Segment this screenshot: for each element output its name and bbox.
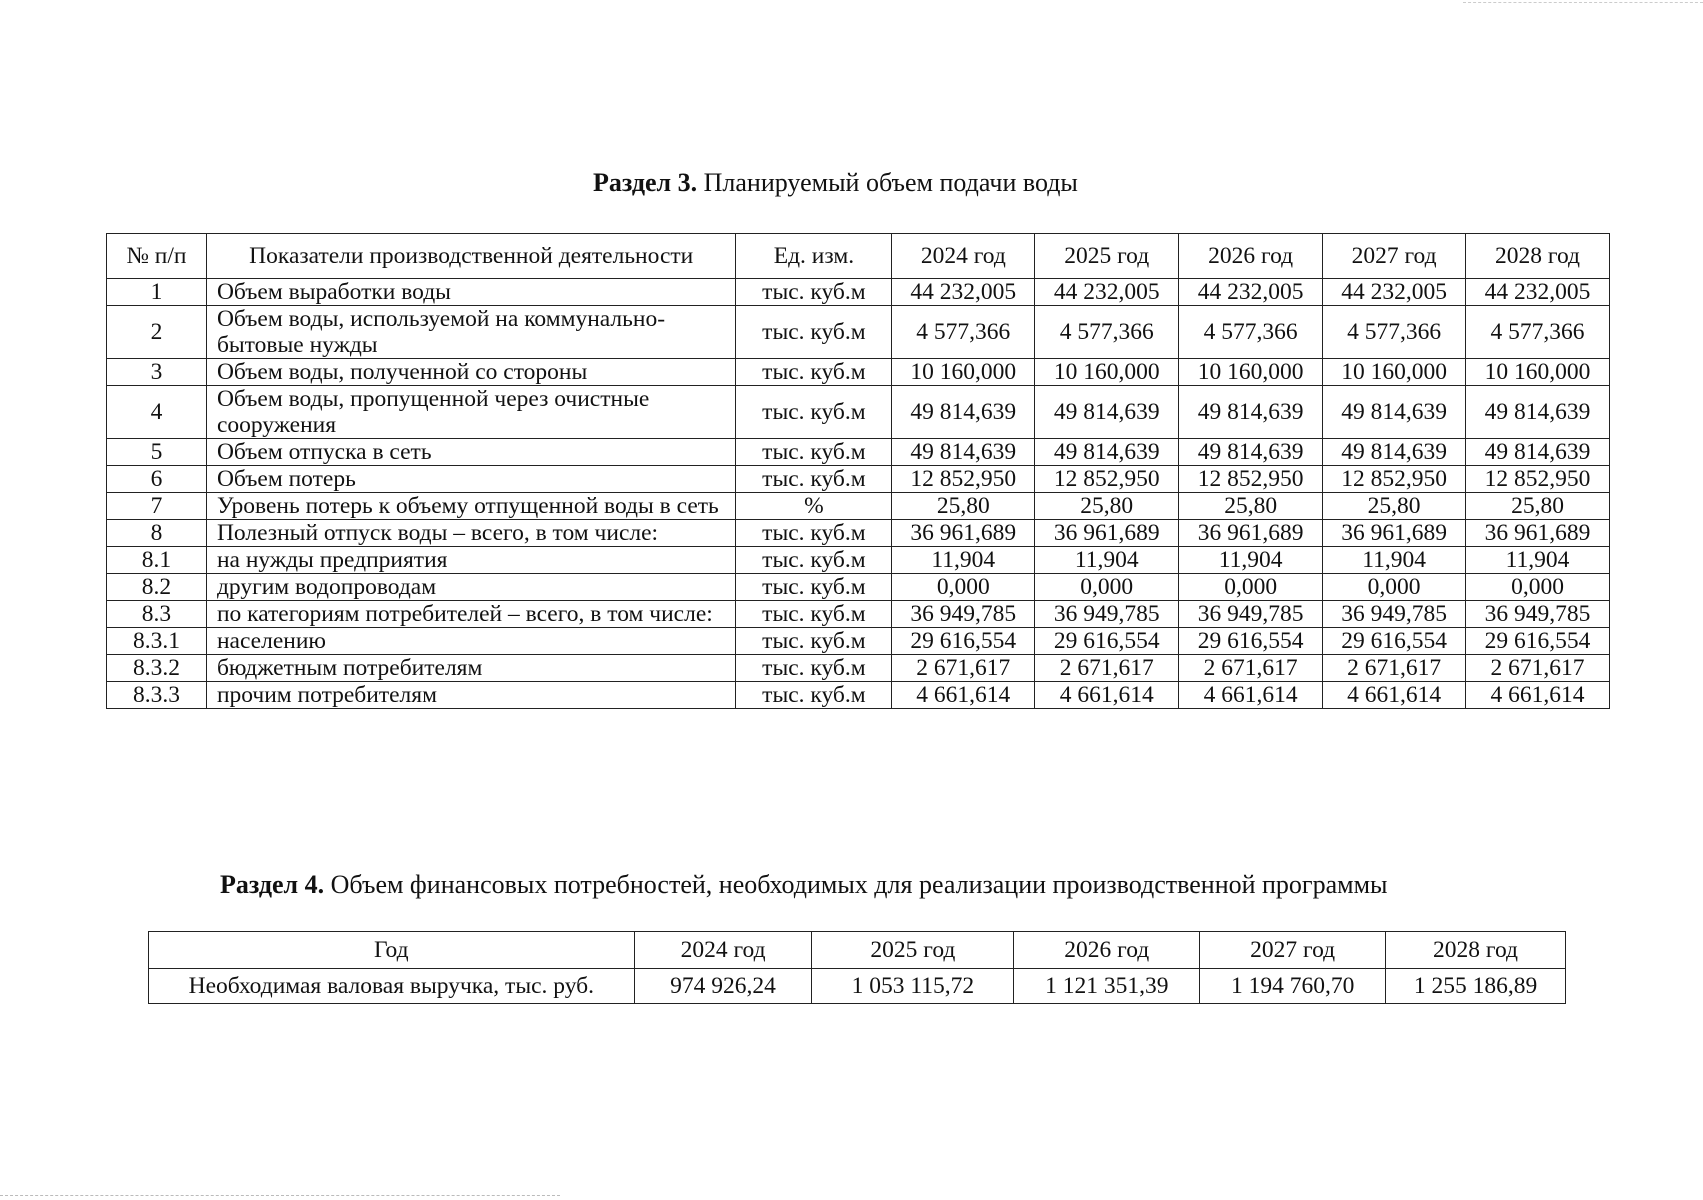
value-cell: 1 121 351,39: [1014, 969, 1200, 1004]
table-row: [107, 628, 1610, 655]
value-cell: 10 160,000: [892, 359, 1035, 386]
header-cell: № п/п: [107, 234, 207, 279]
value-cell: 2 671,617: [892, 655, 1035, 682]
indicator-name-cell: Полезный отпуск воды – всего, в том числе:: [206, 520, 736, 547]
indicator-name-cell: бюджетным потребителям: [206, 655, 736, 682]
table-row: [107, 655, 1610, 682]
value-cell: 2 671,617: [1323, 655, 1466, 682]
unit-cell: тыс. куб.м: [736, 628, 892, 655]
value-cell: 36 961,689: [1466, 520, 1610, 547]
value-cell: 49 814,639: [1179, 386, 1323, 439]
value-cell: 36 961,689: [892, 520, 1035, 547]
value-cell: 44 232,005: [1323, 279, 1466, 306]
value-cell: 49 814,639: [892, 439, 1035, 466]
row-number-cell: 8: [107, 520, 207, 547]
value-cell: 44 232,005: [1179, 279, 1323, 306]
row-number-cell: 6: [107, 466, 207, 493]
value-cell: 2 671,617: [1035, 655, 1179, 682]
value-cell: 1 255 186,89: [1386, 969, 1566, 1004]
table-row: [107, 466, 1610, 493]
value-cell: 49 814,639: [1179, 439, 1323, 466]
table-header-row: [149, 932, 1566, 969]
unit-cell: тыс. куб.м: [736, 306, 892, 359]
row-number-cell: 4: [107, 386, 207, 439]
unit-cell: тыс. куб.м: [736, 279, 892, 306]
value-cell: 36 961,689: [1035, 520, 1179, 547]
section-4-title: [220, 870, 1388, 900]
header-cell: 2024 год: [892, 234, 1035, 279]
header-cell: 2025 год: [1035, 234, 1179, 279]
value-cell: 4 661,614: [1323, 682, 1466, 709]
value-cell: 49 814,639: [1466, 439, 1610, 466]
unit-cell: тыс. куб.м: [736, 547, 892, 574]
value-cell: 12 852,950: [1323, 466, 1466, 493]
value-cell: 10 160,000: [1179, 359, 1323, 386]
value-cell: 4 661,614: [1466, 682, 1610, 709]
indicator-name-cell: Объем потерь: [206, 466, 736, 493]
indicator-name-cell: по категориям потребителей – всего, в том числе:: [206, 601, 736, 628]
header-cell: 2027 год: [1323, 234, 1466, 279]
value-cell: 44 232,005: [1466, 279, 1610, 306]
value-cell: 4 577,366: [1323, 306, 1466, 359]
unit-cell: тыс. куб.м: [736, 655, 892, 682]
unit-cell: тыс. куб.м: [736, 520, 892, 547]
value-cell: 0,000: [1179, 574, 1323, 601]
table-row: [107, 386, 1610, 439]
value-cell: 0,000: [1466, 574, 1610, 601]
value-cell: 36 961,689: [1323, 520, 1466, 547]
table-row: [107, 359, 1610, 386]
value-cell: 11,904: [1323, 547, 1466, 574]
header-cell: Год: [149, 932, 635, 969]
value-cell: 49 814,639: [1466, 386, 1610, 439]
table-row: [149, 969, 1566, 1004]
indicator-name-cell: Объем отпуска в сеть: [206, 439, 736, 466]
value-cell: 36 949,785: [1323, 601, 1466, 628]
value-cell: 4 577,366: [1466, 306, 1610, 359]
row-number-cell: 2: [107, 306, 207, 359]
indicator-name-cell: прочим потребителям: [206, 682, 736, 709]
unit-cell: %: [736, 493, 892, 520]
value-cell: 25,80: [1035, 493, 1179, 520]
value-cell: 11,904: [1179, 547, 1323, 574]
section-4-title-text: Объем финансовых потребностей, необходимых для реализации производственной программы: [324, 870, 1388, 899]
table-row: [107, 439, 1610, 466]
unit-cell: тыс. куб.м: [736, 466, 892, 493]
value-cell: 4 577,366: [1035, 306, 1179, 359]
value-cell: 49 814,639: [892, 386, 1035, 439]
value-cell: 49 814,639: [1323, 439, 1466, 466]
value-cell: 44 232,005: [892, 279, 1035, 306]
value-cell: 12 852,950: [1035, 466, 1179, 493]
value-cell: 10 160,000: [1323, 359, 1466, 386]
table-header-row: [107, 234, 1610, 279]
value-cell: 0,000: [892, 574, 1035, 601]
header-cell: 2028 год: [1466, 234, 1610, 279]
unit-cell: тыс. куб.м: [736, 574, 892, 601]
financial-needs-table: [148, 931, 1566, 1004]
value-cell: 36 949,785: [892, 601, 1035, 628]
row-number-cell: 5: [107, 439, 207, 466]
table-row: [107, 601, 1610, 628]
value-cell: 10 160,000: [1035, 359, 1179, 386]
header-cell: 2024 год: [634, 932, 812, 969]
value-cell: 1 053 115,72: [812, 969, 1014, 1004]
water-supply-table: [106, 233, 1610, 709]
value-cell: 25,80: [1179, 493, 1323, 520]
value-cell: 0,000: [1323, 574, 1466, 601]
value-cell: 29 616,554: [1466, 628, 1610, 655]
table-row: [107, 520, 1610, 547]
value-cell: 49 814,639: [1035, 386, 1179, 439]
indicator-name-cell: другим водопроводам: [206, 574, 736, 601]
value-cell: 36 949,785: [1179, 601, 1323, 628]
row-number-cell: 8.3.2: [107, 655, 207, 682]
value-cell: 974 926,24: [634, 969, 812, 1004]
value-cell: 4 661,614: [1035, 682, 1179, 709]
scan-artifact-line: [1463, 2, 1703, 4]
row-number-cell: 8.1: [107, 547, 207, 574]
row-number-cell: 8.3: [107, 601, 207, 628]
value-cell: 0,000: [1035, 574, 1179, 601]
table-row: [107, 547, 1610, 574]
value-cell: 25,80: [1323, 493, 1466, 520]
table-row: [107, 306, 1610, 359]
value-cell: 10 160,000: [1466, 359, 1610, 386]
value-cell: 4 661,614: [892, 682, 1035, 709]
unit-cell: тыс. куб.м: [736, 601, 892, 628]
value-cell: 4 577,366: [1179, 306, 1323, 359]
table-row: [107, 682, 1610, 709]
value-cell: 12 852,950: [892, 466, 1035, 493]
value-cell: 11,904: [892, 547, 1035, 574]
value-cell: 11,904: [1466, 547, 1610, 574]
header-cell: 2025 год: [812, 932, 1014, 969]
indicator-name-cell: на нужды предприятия: [206, 547, 736, 574]
indicator-name-cell: Уровень потерь к объему отпущенной воды в сеть: [206, 493, 736, 520]
unit-cell: тыс. куб.м: [736, 386, 892, 439]
section-3-title-text: Планируемый объем подачи воды: [697, 168, 1078, 197]
value-cell: 4 577,366: [892, 306, 1035, 359]
header-cell: 2028 год: [1386, 932, 1566, 969]
indicator-name-cell: Объем выработки воды: [206, 279, 736, 306]
indicator-name-cell: Объем воды, полученной со стороны: [206, 359, 736, 386]
value-cell: 25,80: [1466, 493, 1610, 520]
value-cell: 2 671,617: [1179, 655, 1323, 682]
header-cell: Показатели производственной деятельности: [206, 234, 736, 279]
header-cell: 2026 год: [1014, 932, 1200, 969]
header-cell: Ед. изм.: [736, 234, 892, 279]
value-cell: 1 194 760,70: [1200, 969, 1386, 1004]
value-cell: 29 616,554: [892, 628, 1035, 655]
water-supply-table-body: [107, 279, 1610, 709]
table-row: [107, 493, 1610, 520]
header-cell: 2026 год: [1179, 234, 1323, 279]
row-number-cell: 8.2: [107, 574, 207, 601]
value-cell: 44 232,005: [1035, 279, 1179, 306]
unit-cell: тыс. куб.м: [736, 682, 892, 709]
scan-artifact-line: [0, 1195, 560, 1197]
section-4-title-bold: Раздел 4.: [220, 870, 325, 899]
row-label-cell: Необходимая валовая выручка, тыс. руб.: [149, 969, 635, 1004]
value-cell: 11,904: [1035, 547, 1179, 574]
indicator-name-cell: Объем воды, используемой на коммунально-бытовые нужды: [206, 306, 736, 359]
value-cell: 36 949,785: [1466, 601, 1610, 628]
row-number-cell: 1: [107, 279, 207, 306]
row-number-cell: 8.3.3: [107, 682, 207, 709]
table-row: [107, 279, 1610, 306]
value-cell: 29 616,554: [1035, 628, 1179, 655]
section-3-title: [593, 168, 1078, 198]
value-cell: 12 852,950: [1466, 466, 1610, 493]
indicator-name-cell: населению: [206, 628, 736, 655]
value-cell: 4 661,614: [1179, 682, 1323, 709]
value-cell: 2 671,617: [1466, 655, 1610, 682]
value-cell: 25,80: [892, 493, 1035, 520]
value-cell: 12 852,950: [1179, 466, 1323, 493]
row-number-cell: 3: [107, 359, 207, 386]
unit-cell: тыс. куб.м: [736, 439, 892, 466]
indicator-name-cell: Объем воды, пропущенной через очистные сооружения: [206, 386, 736, 439]
value-cell: 36 961,689: [1179, 520, 1323, 547]
unit-cell: тыс. куб.м: [736, 359, 892, 386]
value-cell: 29 616,554: [1179, 628, 1323, 655]
row-number-cell: 7: [107, 493, 207, 520]
table-row: [107, 574, 1610, 601]
value-cell: 49 814,639: [1035, 439, 1179, 466]
value-cell: 36 949,785: [1035, 601, 1179, 628]
value-cell: 49 814,639: [1323, 386, 1466, 439]
value-cell: 29 616,554: [1323, 628, 1466, 655]
section-3-title-bold: Раздел 3.: [593, 168, 698, 197]
header-cell: 2027 год: [1200, 932, 1386, 969]
row-number-cell: 8.3.1: [107, 628, 207, 655]
